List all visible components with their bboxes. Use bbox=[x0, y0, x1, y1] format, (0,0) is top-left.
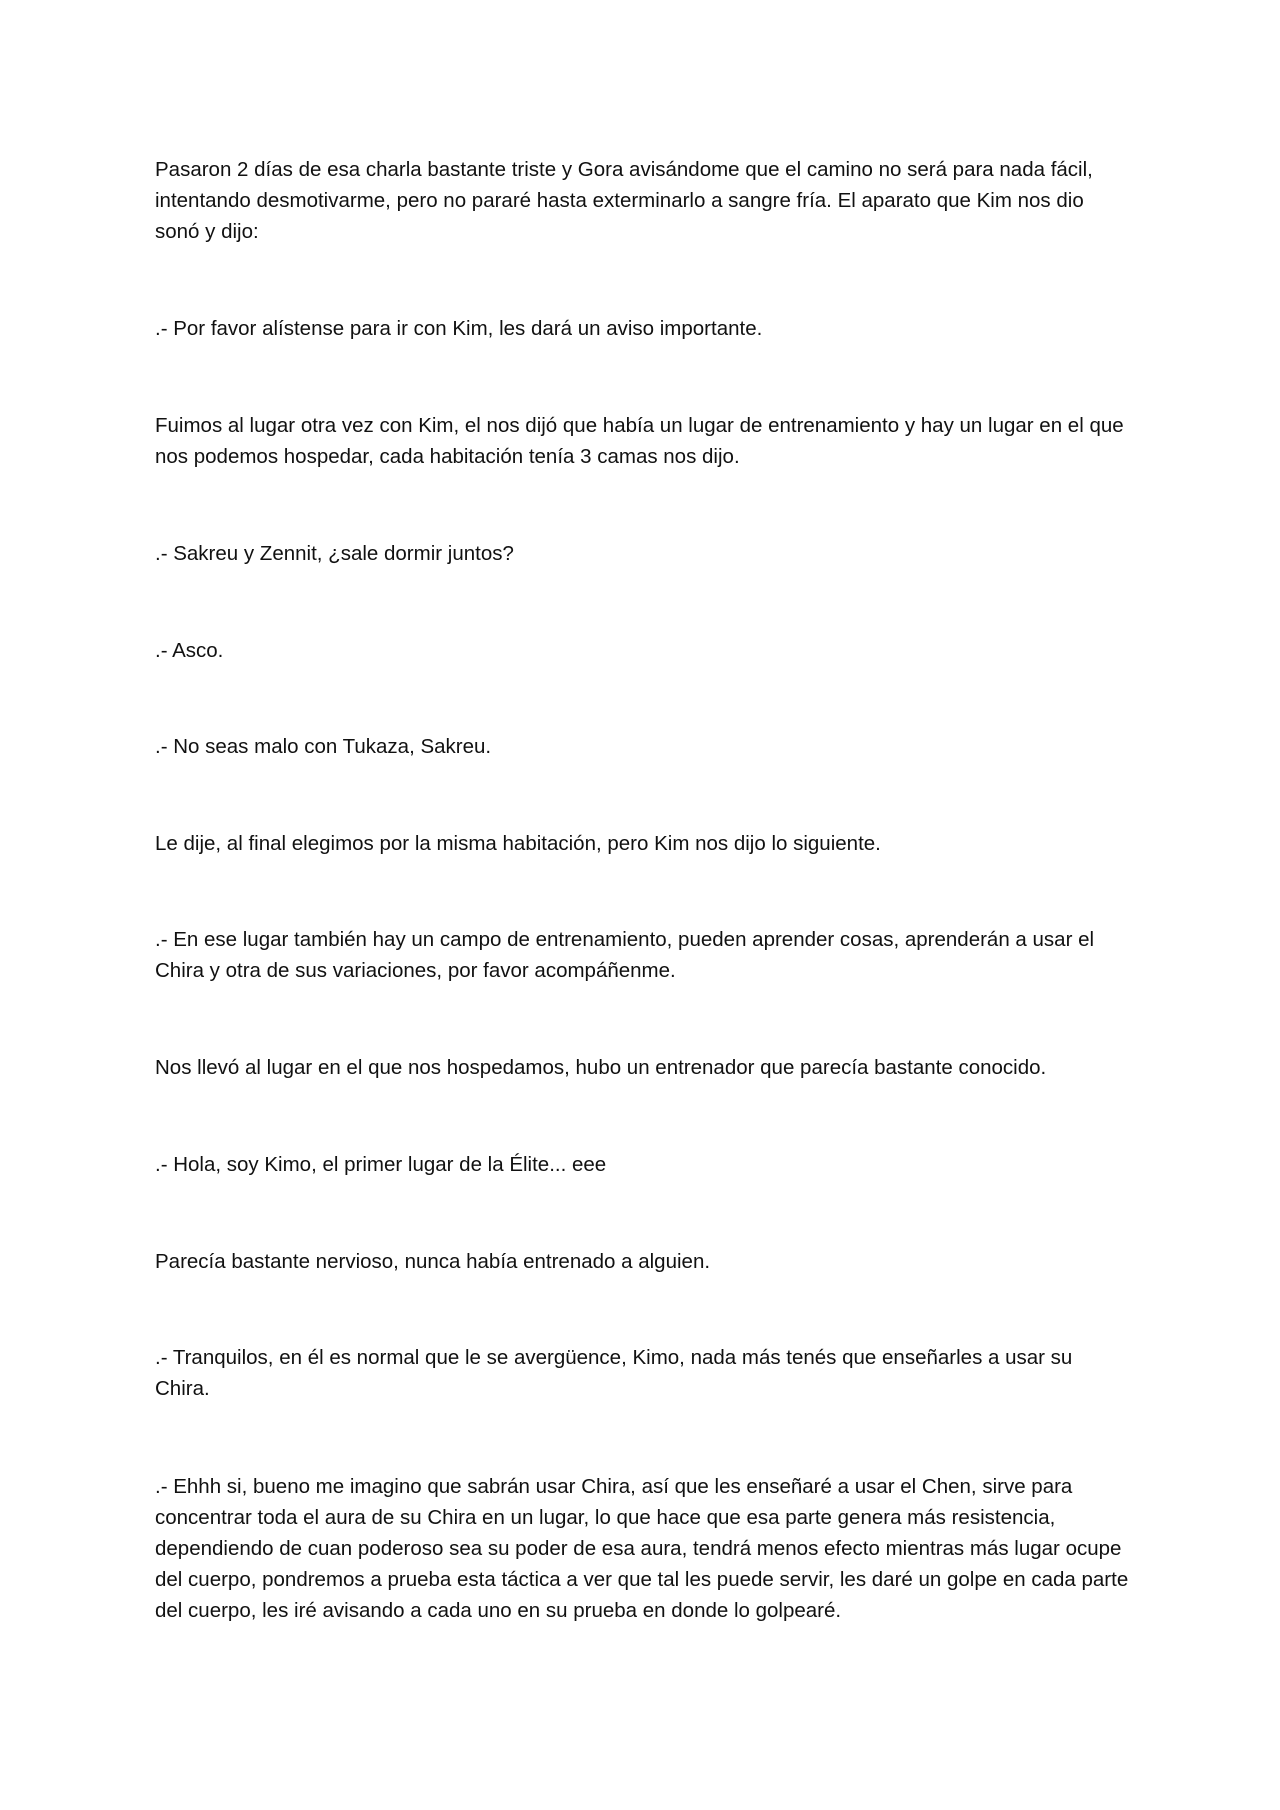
paragraph-dialogue: .- Tranquilos, en él es normal que le se avergüence, Kimo, nada más tenés que enseñarles a usar su Chira. bbox=[155, 1346, 1073, 1400]
paragraph-dialogue: .- No seas malo con Tukaza, Sakreu. bbox=[155, 735, 492, 758]
paragraph-narration: Fuimos al lugar otra vez con Kim, el nos dijó que había un lugar de entrenamiento y hay un lugar en el que nos podemos hospedar, cada habitación tenía 3 camas nos dijo. bbox=[155, 414, 1124, 468]
paragraph-narration: Parecía bastante nervioso, nunca había entrenado a alguien. bbox=[155, 1250, 711, 1273]
paragraph-narration: Pasaron 2 días de esa charla bastante triste y Gora avisándome que el camino no será para nada fácil, intentando desmotivarme, pero no pararé hasta exterminarlo a sangre fría. El aparato que Kim nos dio sonó y dijo: bbox=[155, 158, 1093, 243]
paragraph-dialogue: .- En ese lugar también hay un campo de entrenamiento, pueden aprender cosas, aprenderán a usar el Chira y otra de sus variaciones, por favor acompáñenme. bbox=[155, 928, 1095, 982]
paragraph-dialogue: .- Ehhh si, bueno me imagino que sabrán usar Chira, así que les enseñaré a usar el Chen, sirve para concentrar toda el aura de su Chira en un lugar, lo que hace que esa parte genera más resistencia, dependiendo de cuan poderoso sea su poder de esa aura, tendrá menos efecto mientras más lugar ocupe del cuerpo, pondremos a prueba esta táctica a ver que tal les puede servir, les daré un golpe en cada parte del cuerpo, les iré avisando a cada uno en su prueba en donde lo golpearé. bbox=[155, 1475, 1129, 1622]
paragraph-dialogue: .- Por favor alístense para ir con Kim, les dará un aviso importante. bbox=[155, 317, 763, 340]
paragraph-dialogue: .- Asco. bbox=[155, 639, 224, 662]
paragraph-dialogue: .- Hola, soy Kimo, el primer lugar de la Élite... eee bbox=[155, 1153, 607, 1176]
paragraph-narration: Le dije, al final elegimos por la misma habitación, pero Kim nos dijo lo siguiente. bbox=[155, 832, 881, 855]
paragraph-dialogue: .- Sakreu y Zennit, ¿sale dormir juntos? bbox=[155, 542, 514, 565]
paragraph-narration: Nos llevó al lugar en el que nos hospedamos, hubo un entrenador que parecía bastante conocido. bbox=[155, 1056, 1047, 1079]
